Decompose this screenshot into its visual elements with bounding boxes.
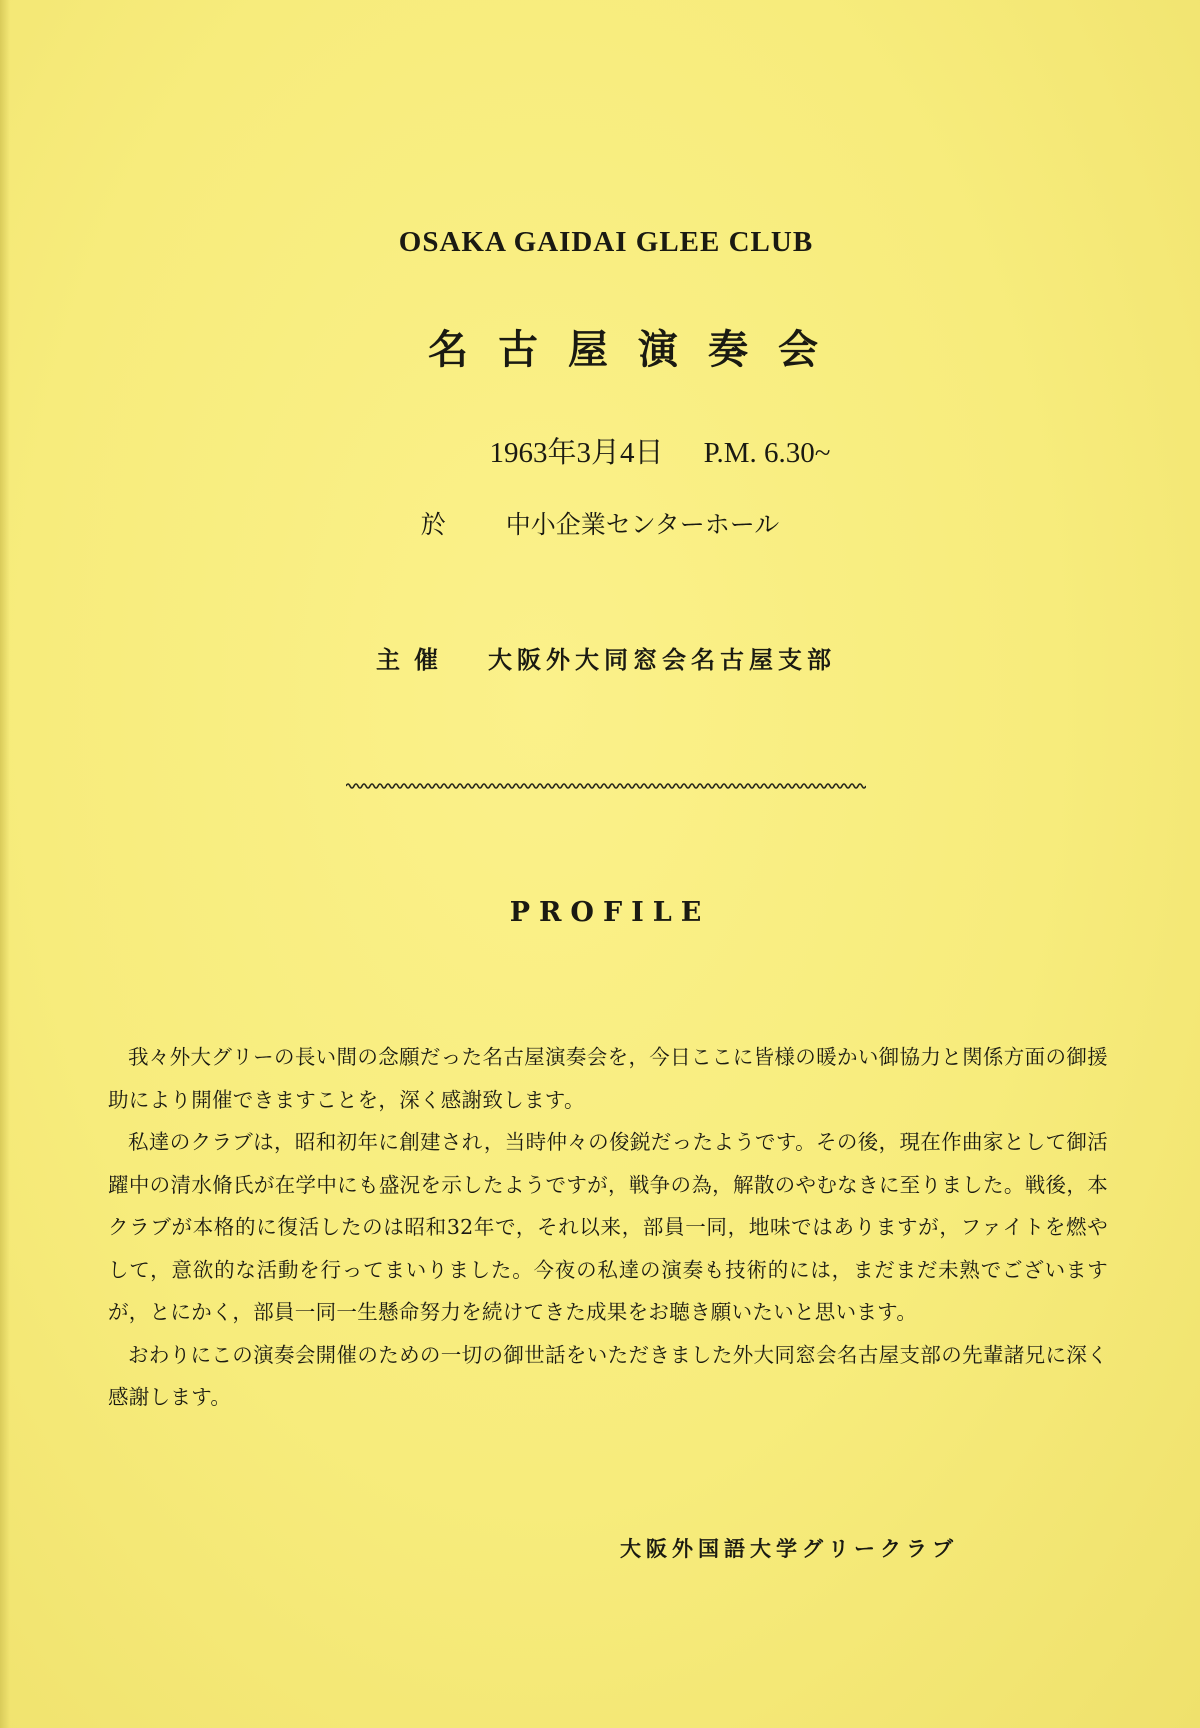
wavy-divider [346,780,866,792]
organizer-name: 大阪外大同窓会名古屋支部 [488,646,836,674]
organizer [6,640,1200,675]
event-datetime [60,430,1200,471]
event-venue [0,505,1200,541]
profile-paragraph: 私達のクラブは，昭和初年に創建され，当時仲々の俊鋭だったようです。その後，現在作曲家として御活躍中の清水脩氏が在学中にも盛況を示したようですが，戦争の為，解散のやむなきに至りました。戦後，本クラブが本格的に復活したのは昭和32年で，それ以来，部員一同，地味ではありますが，ファイトを燃やして，意欲的な活動を行ってまいりました。今夜の私達の演奏も技術的には，まだまだ未熟でございますが，とにかく，部員一同一生懸命努力を続けてきた成果をお聴き願いたいと思います。 [108,1130,1108,1324]
event-time: P.M. 6.30~ [703,437,831,469]
signature: 大阪外国語大学グリークラブ [620,1537,958,1561]
event-date: 1963年3月4日 [489,437,664,469]
organizer-label: 主催 [376,646,452,674]
profile-heading: PROFILE [509,897,711,928]
profile-paragraph: おわりにこの演奏会開催のための一切の御世話をいただきました外大同窓会名古屋支部の先輩諸兄に深く感謝します。 [108,1342,1108,1409]
venue-name: 中小企業センターホール [505,510,780,539]
profile-paragraph: 我々外大グリーの長い間の念願だった名古屋演奏会を，今日ここに皆様の暖かい御協力と関係方面の御援助により開催できますことを，深く感謝致します。 [108,1045,1108,1112]
profile-body [108,1036,1108,1419]
concert-title: 名古屋演奏会 [428,327,848,373]
club-name: OSAKA GAIDAI GLEE CLUB [398,226,814,258]
paper-edge-shadow [0,0,10,1728]
venue-prefix: 於 [420,510,446,539]
